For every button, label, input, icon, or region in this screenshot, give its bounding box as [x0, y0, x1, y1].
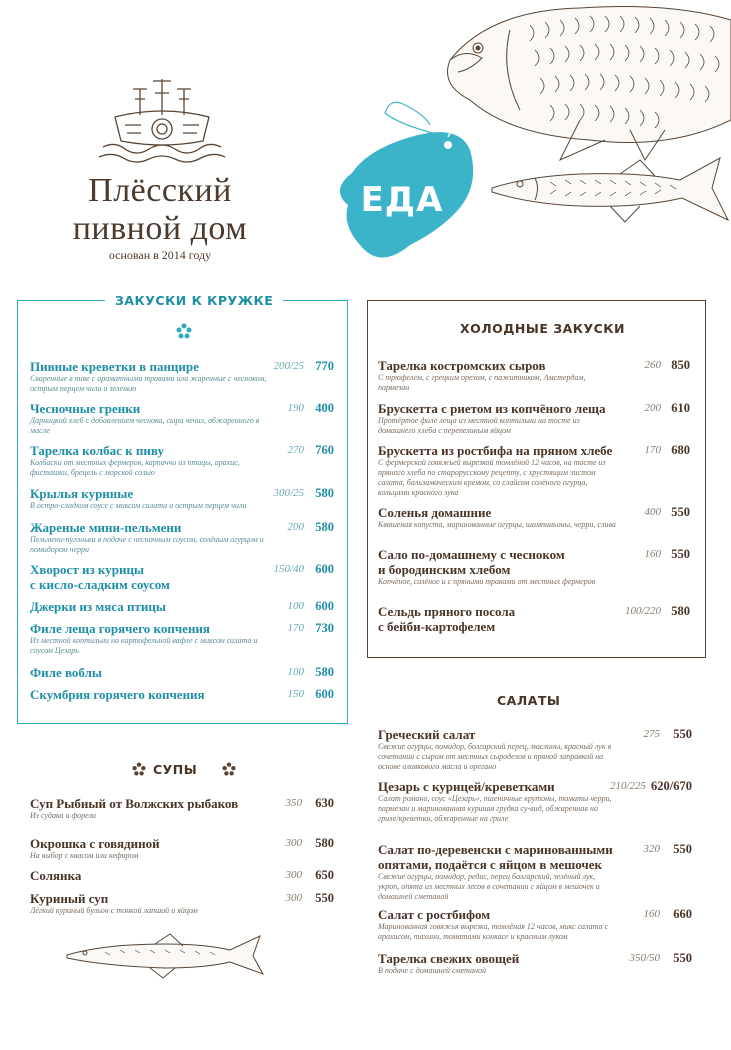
menu-item	[378, 443, 623, 498]
menu-item	[378, 505, 623, 530]
menu-item-price: 400	[315, 401, 334, 415]
menu-item-weight: 200/25	[273, 360, 304, 372]
menu-item-price: 760	[315, 443, 334, 457]
menu-item-name: Чесночные гренки	[30, 401, 141, 416]
menu-item-weight: 190	[287, 402, 304, 414]
menu-item-description: С фермерской говяжьей вырезкой томлёной 12 часов, на тосте из пряного хлеба по старорусскому рецепту, с хрустящим листом салата, бальзамическим кремом, со слайсом солёного огурца, кольцами красного лука	[378, 458, 606, 497]
menu-item-name: Скумбрия горячего копчения	[30, 687, 205, 702]
menu-item-price: 600	[315, 687, 334, 701]
menu-item-name: Крылья куриные	[30, 486, 134, 501]
menu-item-weight: 150/40	[273, 563, 304, 575]
menu-item-weight: 270	[287, 444, 304, 456]
brand-title	[40, 172, 280, 248]
menu-item-price: 630	[315, 796, 334, 810]
menu-item-description: Из судака и форели	[30, 811, 96, 820]
brand-title-line1: Плёсский	[88, 172, 232, 209]
soups-title: СУПЫ	[153, 762, 198, 777]
menu-item-weight: 350/50	[629, 952, 660, 964]
menu-item-weight: 200	[287, 521, 304, 533]
menu-item-weight: 260	[644, 359, 661, 371]
pike-fish-small-illustration-icon	[65, 930, 265, 980]
menu-item	[378, 604, 623, 634]
menu-item	[30, 443, 268, 478]
menu-item-weight: 150	[287, 688, 304, 700]
menu-item-name: Цезарь с курицей/креветками	[378, 779, 555, 794]
menu-item-price: 580	[315, 486, 334, 500]
menu-item-weight: 200	[644, 402, 661, 414]
menu-item	[30, 891, 280, 916]
menu-item-name: Греческий салат	[378, 727, 476, 742]
menu-item-weight: 100/220	[624, 605, 661, 617]
menu-item-weight: 300/25	[273, 487, 304, 499]
menu-item-price: 580	[671, 604, 690, 618]
menu-item-description: Протёртое филе леща из местной коптильни на тосте из домашнего хлеба с перепелиным яйцом	[378, 416, 580, 435]
menu-item-name: Салат по-деревенски с маринованными опятами, подаётся с яйцом в мешочек	[378, 842, 613, 872]
menu-item	[378, 907, 628, 942]
menu-item-name: Куриный суп	[30, 891, 109, 906]
menu-item-price: 770	[315, 359, 334, 373]
menu-item-price: 680	[671, 443, 690, 457]
menu-item-weight: 300	[285, 869, 302, 881]
menu-item-price: 660	[673, 907, 692, 921]
menu-item-name: Брускетта из ростбифа на пряном хлебе	[378, 443, 613, 458]
menu-item-price: 730	[315, 621, 334, 635]
menu-item-name: Соленья домашние	[378, 505, 492, 520]
flower-icon	[176, 323, 192, 339]
menu-item-description: С трюфелем, с грецким орехом, с пажитником, Амстердам, пармезан	[378, 373, 586, 392]
menu-item-name: Джерки из мяса птицы	[30, 599, 166, 614]
menu-item	[30, 687, 260, 702]
menu-item	[30, 665, 260, 680]
menu-item-price: 850	[671, 358, 690, 372]
menu-item	[378, 951, 628, 976]
menu-item-weight: 170	[644, 444, 661, 456]
menu-item-name: Сало по-домашнему с чесноком и бородинским хлебом	[378, 547, 565, 577]
menu-item-price: 550	[671, 547, 690, 561]
menu-item-price: 550	[673, 951, 692, 965]
menu-item	[30, 486, 268, 511]
menu-item-weight: 160	[644, 548, 661, 560]
menu-item-weight: 100	[287, 600, 304, 612]
menu-item	[378, 547, 623, 587]
menu-item-name: Тарелка костромских сыров	[378, 358, 546, 373]
cold-snacks-title: ХОЛОДНЫЕ ЗАКУСКИ	[450, 321, 635, 336]
menu-item	[30, 868, 280, 883]
menu-item-name: Тарелка свежих овощей	[378, 951, 520, 966]
menu-item-description: В подаче с домашней сметаной	[378, 966, 486, 975]
menu-item-weight: 160	[643, 908, 660, 920]
menu-item-name: Суп Рыбный от Волжских рыбаков	[30, 796, 239, 811]
menu-item	[30, 359, 268, 394]
menu-item-name: Филе леща горячего копчения	[30, 621, 210, 636]
menu-item-price: 580	[315, 520, 334, 534]
food-tag-label: ЕДА	[360, 180, 444, 220]
menu-item	[30, 562, 260, 592]
menu-item-weight: 300	[285, 892, 302, 904]
menu-item	[30, 621, 268, 656]
menu-item-price: 550	[671, 505, 690, 519]
menu-item-price: 610	[671, 401, 690, 415]
menu-item-name: Салат с ростбифом	[378, 907, 491, 922]
brand-title-line2: пивной дом	[72, 210, 248, 247]
menu-item-weight: 100	[287, 666, 304, 678]
menu-item-weight: 400	[644, 506, 661, 518]
menu-item-weight: 320	[643, 843, 660, 855]
menu-item	[30, 796, 280, 821]
menu-item-weight: 350	[285, 797, 302, 809]
flower-icon	[222, 762, 236, 776]
flower-icon	[132, 762, 146, 776]
menu-item-weight: 210/225	[609, 780, 646, 792]
menu-item-description: Из местной коптильни на картофельной вафле с миксом салата и соусом Цезарь	[30, 636, 258, 655]
menu-item-price: 550	[315, 891, 334, 905]
menu-item-name: Филе воблы	[30, 665, 103, 680]
menu-item-weight: 170	[287, 622, 304, 634]
menu-item-price: 550	[673, 842, 692, 856]
menu-item-price: 580	[315, 665, 334, 679]
menu-item	[30, 836, 280, 861]
menu-item	[378, 358, 623, 393]
menu-item-description: Копчёное, солёное и с пряными травами от местных фермеров	[378, 577, 596, 586]
menu-item-description: Свежие огурцы, помидор, болгарский перец, маслины, красный лук в сочетании с сыром от местных сыроделов и пряной заправкой на основе оливкового масла и орегано	[378, 742, 612, 771]
menu-item-price: 600	[315, 562, 334, 576]
menu-item-weight: 275	[643, 728, 660, 740]
menu-item	[378, 842, 628, 902]
ship-emblem-icon	[95, 75, 230, 170]
menu-item-name: Брускетта с риетом из копчёного леща	[378, 401, 606, 416]
menu-item-name: Сельдь пряного посола с бейби-картофелем	[378, 604, 516, 634]
menu-item-description: Лёгкий куриный бульон с тонкой лапшой и яйцом	[30, 906, 198, 915]
menu-item-description: Квашеная капуста, маринованные огурцы, шампиньоны, черри, слива	[378, 520, 616, 529]
menu-item-name: Жареные мини-пельмени	[30, 520, 182, 535]
menu-item-description: Салат романо, соус «Цезарь», пшеничные крутоны, томаты черри, пармезан и маринованная куриная грудка су-вид, обжаренная на гриле/креветки, обжаренные на гриле	[378, 794, 612, 823]
menu-item-price: 550	[673, 727, 692, 741]
menu-item-price: 650	[315, 868, 334, 882]
menu-item-weight: 300	[285, 837, 302, 849]
menu-item-price: 580	[315, 836, 334, 850]
salads-title: САЛАТЫ	[497, 693, 561, 708]
menu-item	[30, 520, 268, 555]
menu-item-name: Пивные креветки в панцире	[30, 359, 199, 374]
menu-item-name: Солянка	[30, 868, 82, 883]
menu-item	[378, 727, 628, 772]
menu-item-name: Окрошка с говядиной	[30, 836, 160, 851]
menu-item-description: Маринованная говяжья вырезка, томлёная 12 часов, микс салата с арахисом, тахини, томатами конкасе и красным луком	[378, 922, 608, 941]
pike-fish-illustration-icon	[490, 150, 731, 235]
menu-item-price: 600	[315, 599, 334, 613]
menu-item-description: Сваренные в пиве с ароматными травами или жаренные с чесноком, острым перцем чили и зеленью	[30, 374, 267, 393]
menu-item-description: Колбаски от местных фермеров, карпаччо из птицы, арахис, фисташки, брецель с морской солью	[30, 458, 240, 477]
brand-founded: основан в 2014 году	[108, 248, 212, 262]
menu-item-name: Хворост из курицы с кисло-сладким соусом	[30, 562, 170, 592]
menu-item-description: В остро-сладком соусе с миксом салата и острым перцем чили	[30, 501, 247, 510]
menu-item	[30, 599, 260, 614]
menu-item	[378, 401, 623, 436]
menu-item-description: На выбор с квасом или кефиром	[30, 851, 139, 860]
menu-item-name: Тарелка колбас к пиву	[30, 443, 164, 458]
menu-item-description: Пельмени-пугоньки в подаче с чесночным соусом, солёным огурцом и помидором черри	[30, 535, 264, 554]
beer-snacks-title: ЗАКУСКИ К КРУЖКЕ	[105, 293, 283, 308]
menu-item-description: Дарницкий хлеб с добавлением чеснока, сыра чечил, обжаренного в масле	[30, 416, 260, 435]
menu-item-price: 620/670	[651, 779, 692, 793]
menu-item-description: Свежие огурцы, помидор, редис, перец болгарский, зелёный лук, укроп, опята из местных лесов в сочетании с яйцом в мешочек и домашней сметаной	[378, 872, 600, 901]
menu-item	[30, 401, 268, 436]
